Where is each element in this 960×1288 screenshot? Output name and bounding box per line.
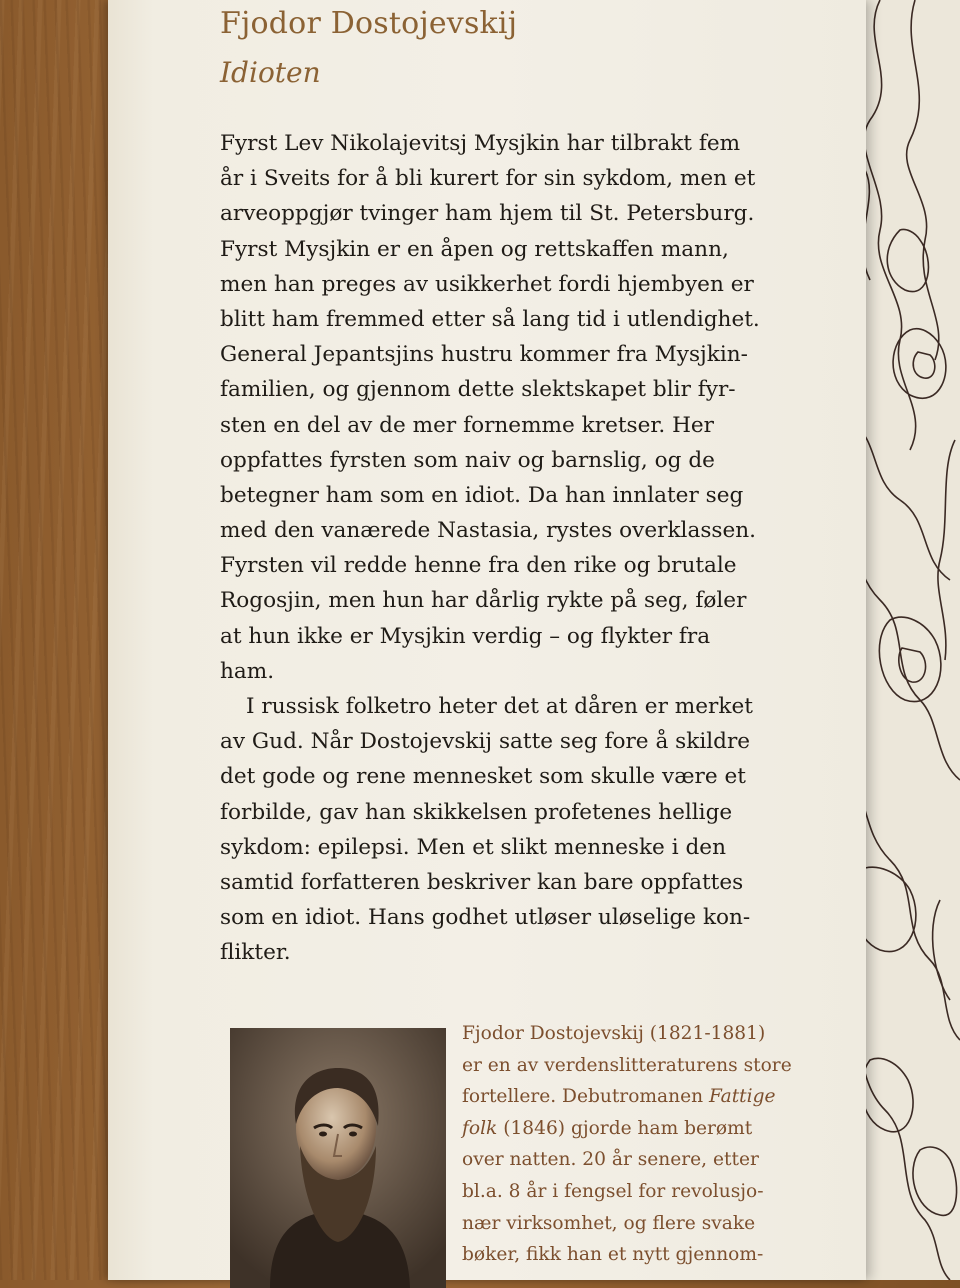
synopsis-line: familien, og gjennom dette slektskapet blir fyr- bbox=[220, 377, 736, 403]
bio-line: Fjodor Dostojevskij (1821-1881) bbox=[462, 1023, 766, 1044]
synopsis-line: som en idiot. Hans godhet utløser uløselige kon- bbox=[220, 905, 751, 931]
book-jacket-page bbox=[108, 0, 866, 1280]
portrait-illustration bbox=[230, 1028, 446, 1288]
synopsis-line: General Jepantsjins hustru kommer fra Mysjkin- bbox=[220, 342, 748, 368]
synopsis-line: flikter. bbox=[220, 940, 291, 966]
author-biography bbox=[462, 1018, 802, 1271]
synopsis-line: sykdom: epilepsi. Men et slikt menneske i den bbox=[220, 834, 726, 860]
synopsis-line: men han preges av usikkerhet fordi hjembyen er bbox=[220, 271, 754, 297]
synopsis-line: Fyrst Mysjkin er en åpen og rettskaffen mann, bbox=[220, 236, 729, 262]
bio-line: er en av verdenslitteraturens store bbox=[462, 1054, 792, 1076]
synopsis-line: samtid forfatteren beskriver kan bare oppfattes bbox=[220, 869, 744, 895]
synopsis-line: Rogosjin, men hun har dårlig rykte på seg, føler bbox=[220, 588, 747, 614]
bio-line bbox=[462, 1113, 802, 1145]
synopsis-line: Fyrsten vil redde henne fra den rike og brutale bbox=[220, 553, 737, 579]
bio-italic-title: Fattige bbox=[708, 1086, 776, 1108]
author-name: Fjodor Dostojevskij bbox=[220, 6, 518, 41]
bio-line: nær virksomhet, og flere svake bbox=[462, 1212, 756, 1234]
book-title: Idioten bbox=[220, 56, 321, 89]
synopsis-line: med den vanærede Nastasia, rystes overklassen. bbox=[220, 518, 757, 544]
synopsis-text bbox=[220, 126, 820, 971]
synopsis-line: forbilde, gav han skikkelsen profetenes hellige bbox=[220, 799, 733, 825]
bio-line: bøker, fikk han et nytt gjennom- bbox=[462, 1244, 764, 1266]
synopsis-line: blitt ham fremmed etter så lang tid i utlendighet. bbox=[220, 306, 760, 332]
synopsis-line: av Gud. Når Dostojevskij satte seg fore å skildre bbox=[220, 729, 751, 755]
synopsis-line: arveoppgjør tvinger ham hjem til St. Petersburg. bbox=[220, 201, 755, 227]
bio-line: over natten. 20 år senere, etter bbox=[462, 1149, 759, 1171]
synopsis-line: år i Sveits for å bli kurert for sin sykdom, men et bbox=[220, 166, 756, 192]
synopsis-line: sten en del av de mer fornemme kretser. Her bbox=[220, 412, 715, 438]
synopsis-line: Fyrst Lev Nikolajevitsj Mysjkin har tilbrakt fem bbox=[220, 131, 741, 156]
author-portrait bbox=[230, 1028, 446, 1288]
bio-line bbox=[462, 1081, 802, 1113]
bio-italic-title: folk bbox=[462, 1117, 498, 1139]
bio-line: bl.a. 8 år i fengsel for revolusjo- bbox=[462, 1180, 764, 1202]
synopsis-line: betegner ham som en idiot. Da han innlater seg bbox=[220, 482, 744, 508]
synopsis-line: ham. bbox=[220, 658, 275, 684]
synopsis-line: det gode og rene mennesket som skulle være et bbox=[220, 764, 746, 790]
synopsis-line: I russisk folketro heter det at dåren er merket bbox=[246, 694, 753, 719]
synopsis-line: at hun ikke er Mysjkin verdig – og flykter fra bbox=[220, 623, 711, 649]
synopsis-line: oppfattes fyrsten som naiv og barnslig, og de bbox=[220, 447, 715, 473]
bio-text: fortellere. Debutromanen bbox=[462, 1086, 709, 1108]
bio-text: (1846) gjorde ham berømt bbox=[497, 1117, 753, 1139]
